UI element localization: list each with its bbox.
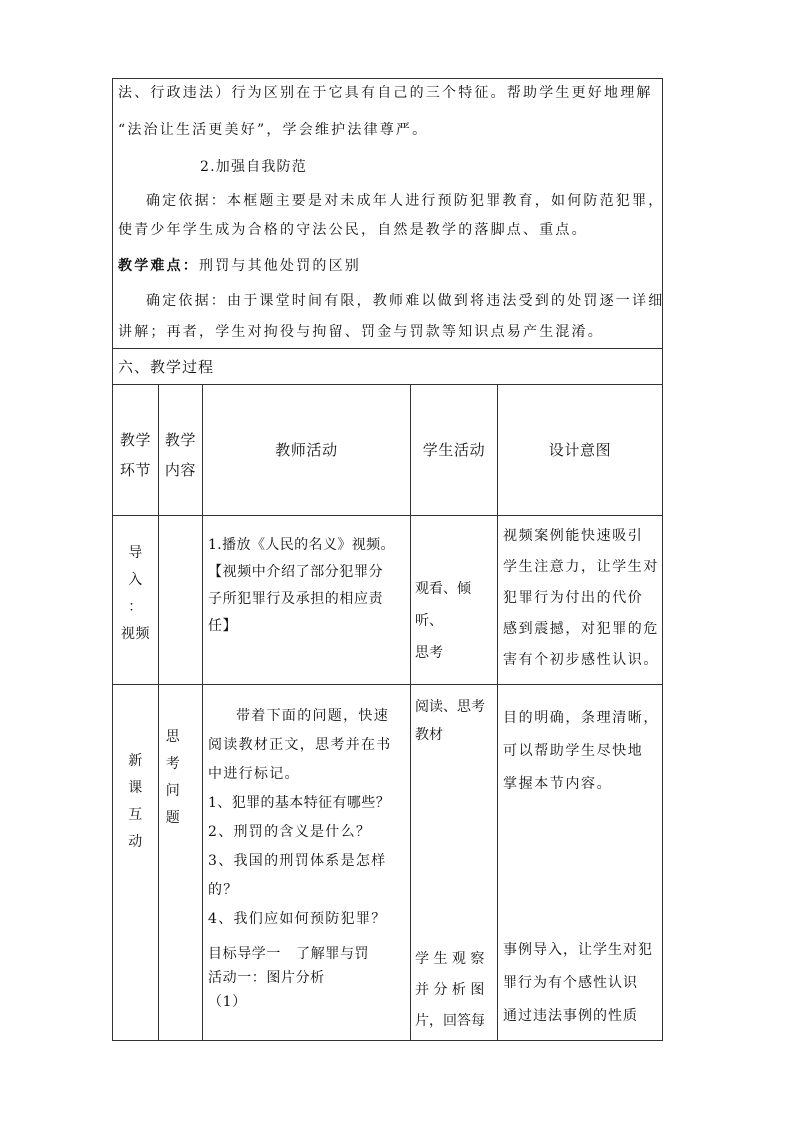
row-1-stage-char-3: ： — [128, 599, 143, 615]
row-2-content-char-1: 思 — [165, 729, 181, 745]
row-2-teacher-b-line-3: （1） — [208, 994, 247, 1010]
basis-1-label: 确定依据： — [146, 193, 227, 209]
row-1-student — [415, 573, 497, 669]
row-1-intent-line-1: 视频案例能快速吸引 — [503, 528, 644, 544]
row-1-student-line-1: 观看、倾听、 — [415, 581, 471, 629]
row-1-top-border — [112, 515, 663, 516]
row-2-teacher-line-5: 2、刑罚的含义是什么？ — [208, 824, 372, 840]
basis-1-line-1 — [146, 191, 664, 211]
row-2-intent-b-line-3: 通过违法事例的性质 — [503, 1008, 638, 1024]
row-1-teacher-line-3: 子所犯罪行及承担的相应责 — [208, 591, 384, 607]
header-student: 学生活动 — [422, 441, 486, 459]
header-content-line-2: 内容 — [164, 461, 197, 479]
intro-line-2: “法治让生活更美好”，学会维护法律尊严。 — [118, 122, 429, 138]
header-stage-line-2: 环节 — [119, 461, 152, 479]
row-1-stage-char-4: 视频 — [120, 626, 151, 642]
row-2-intent-line-2: 可以帮助学生尽快地 — [503, 743, 644, 759]
row-1-teacher-line-2: 【视频中介绍了部分犯罪分 — [208, 564, 384, 580]
row-2-stage-char-1: 新 — [128, 753, 143, 769]
row-2-intent-line-1: 目的明确，条理清晰， — [503, 710, 659, 726]
row-2-content-char-2: 考 — [165, 756, 181, 772]
row-1-intent-line-5: 害有个初步感性认识。 — [503, 652, 659, 668]
row-2-student-line-2: 教材 — [415, 727, 443, 743]
row-2-content-char-3: 问 — [165, 783, 181, 799]
section-title-top-border — [112, 348, 663, 349]
row-2-content — [159, 724, 187, 832]
row-2-stage — [113, 748, 158, 856]
basis-2-label: 确定依据： — [146, 293, 227, 309]
table-top-border — [112, 78, 663, 79]
row-2-student-b-line-3: 片，回答每 — [415, 1013, 485, 1029]
col-divider-3 — [410, 384, 411, 1041]
row-1-teacher-line-1: 1.播放《人民的名义》视频。 — [208, 537, 395, 553]
header-stage — [113, 425, 158, 485]
table-bottom-border — [112, 1040, 663, 1041]
row-1-intent-line-4: 感到震撼，对犯罪的危 — [503, 621, 659, 637]
basis-2-line-2: 讲解；再者，学生对拘役与拘留、罚金与罚款等知识点易产生混淆。 — [118, 324, 604, 340]
row-2-intent — [503, 702, 661, 801]
point-2-heading: 2.加强自我防范 — [200, 159, 307, 175]
row-1-intent-line-3: 犯罪行为付出的代价 — [503, 590, 644, 606]
row-2-top-border — [112, 684, 663, 685]
row-2-teacher-b-line-2: 活动一：图片分析 — [208, 970, 325, 986]
table-header-top-border — [112, 384, 663, 385]
intro-line-1: 法、行政违法）行为区别在于它具有自己的三个特征。帮助学生更好地理解 — [118, 85, 653, 101]
col-divider-2 — [202, 384, 203, 1041]
row-2-intent-b-line-2: 罪行为有个感性认识 — [503, 975, 638, 991]
row-2-stage-char-2: 课 — [128, 780, 143, 796]
row-2-student-b-line-1: 学 生 观 察 — [415, 951, 485, 967]
row-2-intent-line-3: 掌握本节内容。 — [503, 776, 613, 792]
row-2-student-b — [415, 944, 497, 1037]
header-intent: 设计意图 — [548, 441, 612, 459]
row-2-teacher-line-7: 的？ — [208, 882, 239, 898]
row-2-teacher-line-3: 中进行标记。 — [208, 766, 300, 782]
row-2-teacher-line-2: 阅读教材正文，思考并在书 — [208, 737, 392, 753]
row-2-teacher-line-1: 带着下面的问题，快速 — [236, 708, 389, 724]
row-1-intent — [503, 521, 661, 676]
row-2-teacher — [208, 702, 408, 934]
basis-1-line-2: 使青少年学生成为合格的守法公民，自然是教学的落脚点、重点。 — [118, 222, 588, 238]
row-2-teacher-line-4: 1、犯罪的基本特征有哪些？ — [208, 795, 391, 811]
row-2-content-char-4: 题 — [165, 810, 181, 826]
col-divider-4 — [497, 384, 498, 1041]
header-teacher: 教师活动 — [275, 441, 338, 459]
difficulty-label: 教学难点： — [118, 258, 199, 274]
row-1-intent-line-2: 学生注意力，让学生对 — [503, 559, 659, 575]
row-2-stage-char-4: 动 — [128, 834, 143, 850]
difficulty-text: 刑罚与其他处罚的区别 — [199, 258, 361, 274]
difficulty-line — [118, 256, 361, 276]
row-1-stage-char-2: 入 — [128, 572, 143, 588]
row-2-teacher-b — [208, 942, 408, 1014]
row-2-student-line-1: 阅读、思考 — [415, 699, 485, 715]
basis-2-line-1 — [146, 291, 664, 311]
row-1-teacher-line-4: 任】 — [208, 618, 238, 634]
row-2-stage-char-3: 互 — [128, 807, 143, 823]
header-content-line-1: 教学 — [164, 431, 197, 449]
section-title: 六、教学过程 — [118, 358, 215, 376]
row-2-student — [415, 693, 497, 749]
row-2-teacher-line-8: 4、我们应如何预防犯罪？ — [208, 911, 387, 927]
header-stage-line-1: 教学 — [119, 431, 152, 449]
basis-1-text: 本框题主要是对未成年人进行预防犯罪教育，如何防范犯罪， — [227, 193, 665, 209]
row-2-intent-b — [503, 934, 661, 1033]
row-1-stage — [113, 540, 158, 648]
header-content — [159, 425, 202, 485]
basis-2-text: 由于课堂时间有限，教师难以做到将违法受到的处罚逐一详细 — [227, 293, 665, 309]
row-2-teacher-line-6: 3、我国的刑罚体系是怎样 — [208, 853, 387, 869]
row-1-teacher — [208, 532, 408, 640]
row-1-stage-char-1: 导 — [128, 545, 143, 561]
row-2-intent-b-line-1: 事例导入，让学生对犯 — [503, 942, 653, 958]
table-right-border — [662, 78, 663, 1041]
row-1-student-line-2: 思考 — [415, 645, 443, 661]
row-2-teacher-b-line-1: 目标导学一 了解罪与罚 — [208, 946, 370, 962]
row-2-student-b-line-2: 并 分 析 图 — [415, 982, 485, 998]
